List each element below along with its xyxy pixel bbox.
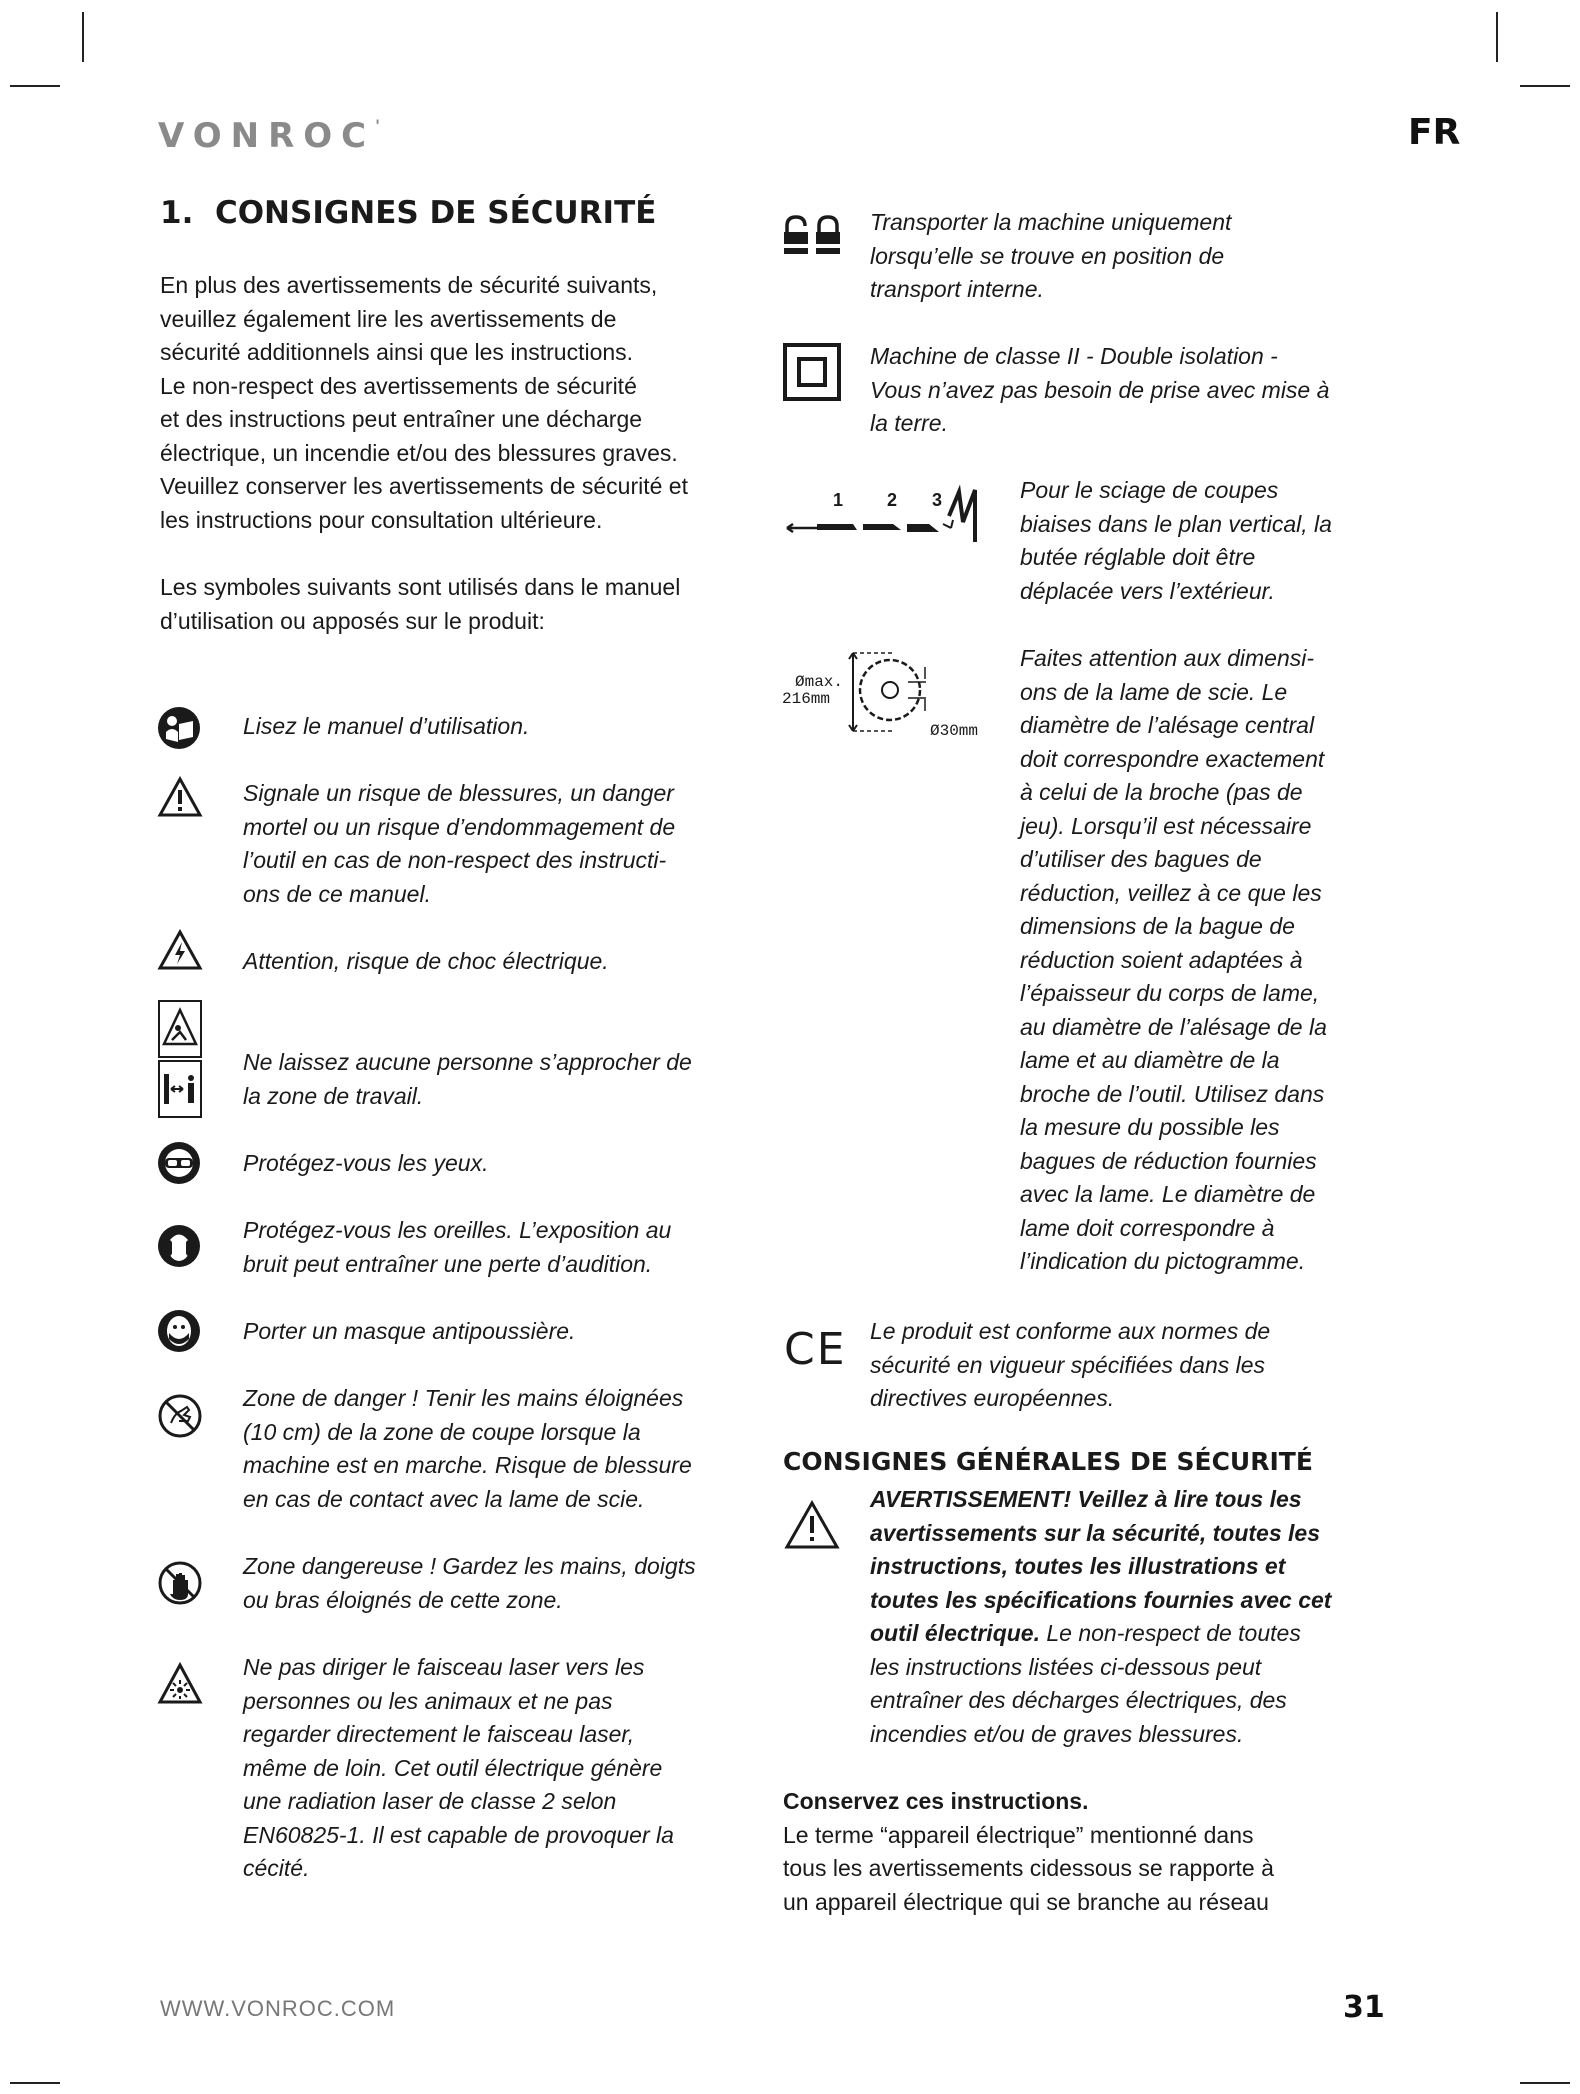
electric-shock-icon bbox=[157, 929, 203, 971]
read-manual-icon bbox=[157, 706, 201, 750]
bevel-fence-icon bbox=[783, 478, 997, 544]
class-two-double-insulation-icon bbox=[783, 343, 841, 401]
symbol-text-electric-shock: Attention, risque de choc électrique. bbox=[243, 948, 609, 974]
crop-mark bbox=[10, 85, 60, 87]
page-number: 31 bbox=[1343, 1990, 1385, 2025]
symbol-text-bevel: Pour le sciage de coupes biaises dans le plan vertical, la butée réglable doit être déplacée vers l’extérieur. bbox=[1020, 477, 1332, 604]
hands-away-icon bbox=[157, 1393, 203, 1439]
crop-mark bbox=[1520, 85, 1570, 87]
crop-mark bbox=[1520, 2082, 1570, 2084]
symbol-text-dust-mask: Porter un masque antipoussière. bbox=[243, 1318, 576, 1344]
crop-mark bbox=[82, 12, 84, 62]
crop-mark bbox=[10, 2082, 60, 2084]
symbol-text-no-hands: Zone dangereuse ! Gardez les mains, doigts ou bras éloignés de cette zone. bbox=[243, 1553, 696, 1613]
bevel-label-2: 2 bbox=[887, 490, 898, 510]
left-column bbox=[160, 195, 760, 638]
symbol-text-hands-away: Zone de danger ! Tenir les mains éloignées (10 cm) de la zone de coupe lorsque la machine est en marche. Risque de blessure en cas de contact avec la lame de scie. bbox=[243, 1385, 692, 1512]
laser-warning-icon bbox=[157, 1662, 203, 1706]
symbol-text-ce: Le produit est conforme aux normes de sécurité en vigueur spécifiées dans les directives européennes. bbox=[870, 1318, 1271, 1411]
symbols-intro: Les symboles suivants sont utilisés dans le manuel d’utilisation ou apposés sur le produit: bbox=[160, 574, 681, 634]
language-code: FR bbox=[1408, 112, 1461, 153]
ear-protection-icon bbox=[157, 1224, 201, 1268]
bevel-label-3: 3 bbox=[932, 490, 943, 510]
symbol-text-transport: Transporter la machine uniquement lorsqu’elle se trouve en position de transport interne. bbox=[870, 209, 1232, 302]
blade-dimensions-icon bbox=[780, 645, 1000, 745]
general-warning-icon bbox=[784, 1500, 840, 1550]
dust-mask-icon bbox=[157, 1309, 201, 1353]
symbol-text-blade: Faites attention aux dimensi- ons de la lame de scie. Le diamètre de l’alésage central doit correspondre exactement à celui de la broche (pas de jeu). Lorsqu’il est nécessaire d’utiliser des bagues de réduction, veillez à ce que les dimensions de la bague de réduction soient adaptées à l’épaisseur du corps de lame, au diamètre de l’alésage de la lame et au diamètre de la broche de l’outil. Utilisez dans la mesure du possible les bagues de réduction fournies avec la lame. Le diamètre de lame doit correspondre à l’indication du pictogramme. bbox=[1020, 645, 1327, 1274]
section-title: 1. CONSIGNES DE SÉCURITÉ bbox=[160, 195, 657, 231]
symbol-text-warning: Signale un risque de blessures, un danger mortel ou un risque d’endommagement de l’outil en cas de non-respect des instructi- ons de ce manuel. bbox=[243, 780, 676, 907]
symbol-text-class-two: Machine de classe II - Double isolation - Vous n’avez pas besoin de prise avec mise à la terre. bbox=[870, 343, 1330, 436]
blade-diameter-label: 216mm bbox=[782, 690, 831, 708]
general-safety-heading: CONSIGNES GÉNÉRALES DE SÉCURITÉ bbox=[783, 1447, 1313, 1476]
symbol-text-ear-protection: Protégez-vous les oreilles. L’exposition au bruit peut entraîner une perte d’audition. bbox=[243, 1217, 672, 1277]
warning-triangle-icon bbox=[157, 776, 203, 818]
keep-bystanders-away-icon bbox=[158, 1000, 202, 1118]
blade-max-label: Ømax. bbox=[795, 673, 844, 691]
general-definition: Conservez ces instructions. Le terme “appareil électrique” mentionné dans tous les avertissements cidessous se rapporte à un appareil électrique qui se branche au réseau bbox=[783, 1788, 1274, 1915]
bore-diameter-label: Ø30mm bbox=[930, 722, 979, 740]
no-hands-icon bbox=[157, 1560, 203, 1606]
eye-protection-icon bbox=[157, 1141, 201, 1185]
symbol-text-bystanders: Ne laissez aucune personne s’approcher de la zone de travail. bbox=[243, 1049, 692, 1109]
crop-mark bbox=[1496, 12, 1498, 62]
bevel-label-1: 1 bbox=[833, 490, 844, 510]
general-warning-text: AVERTISSEMENT! Veillez à lire tous les avertissements sur la sécurité, toutes les instructions, toutes les illustrations et toutes les spécifications fournies avec cet outil électrique. Le non-respect de toutes les instructions listées ci-dessous peut entraîner des décharges électriques, des incendies et/ou de graves blessures. bbox=[870, 1486, 1332, 1747]
symbol-text-eye-protection: Protégez-vous les yeux. bbox=[243, 1150, 489, 1176]
transport-lock-icon bbox=[783, 214, 841, 258]
symbol-text-read-manual: Lisez le manuel d’utilisation. bbox=[243, 713, 530, 739]
footer-url: WWW.VONROC.COM bbox=[160, 1996, 396, 2021]
ce-mark-icon: CE bbox=[784, 1324, 847, 1375]
symbol-text-laser: Ne pas diriger le faisceau laser vers les personnes ou les animaux et ne pas regarder directement le faisceau laser, même de loin. Cet outil électrique génère une radiation laser de classe 2 selon EN60825-1. Il est capable de provoquer la cécité. bbox=[243, 1654, 674, 1881]
intro-paragraph: En plus des avertissements de sécurité suivants, veuillez également lire les avertissements de sécurité additionnels ainsi que les instructions. Le non-respect des avertissements de sécurité et des instructions peut entraîner une décharge électrique, un incendie et/ou des blessures graves. Veuillez conserver les avertissements de sécurité et les instructions pour consultation ultérieure. bbox=[160, 272, 688, 533]
brand-logo: VONROC' bbox=[158, 116, 381, 156]
